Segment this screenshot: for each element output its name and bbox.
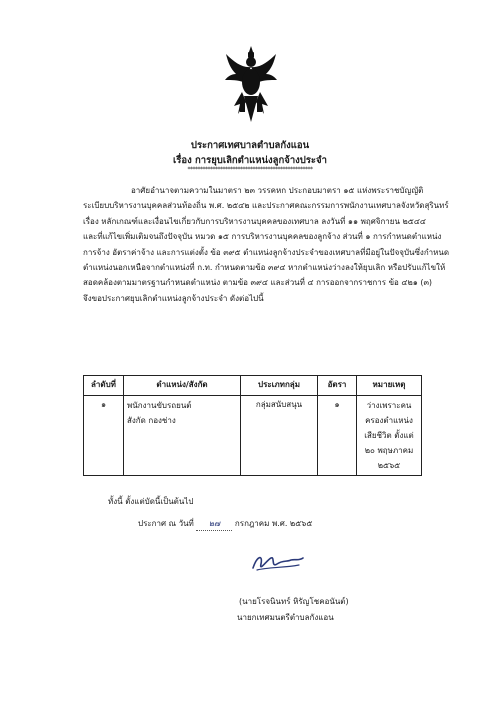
- body-line: และที่แก้ไขเพิ่มเติมจนถึงปัจจุบัน หมวด ๑๕ การบริหารงานบุคคลของลูกจ้าง ส่วนที่ ๑ การกำหนดตำแหน่ง: [83, 232, 442, 242]
- header-no: ลำดับที่: [84, 376, 124, 396]
- cell-position: [124, 396, 241, 476]
- announcement-title: ประกาศเทศบาลตำบลกังแอน: [190, 140, 310, 151]
- body-line: ระเบียบบริหารงานบุคคลส่วนท้องถิ่น พ.ศ. ๒๕๔๒ และประกาศคณะกรรมการพนักงานเทศบาลจังหวัดสุรินทร์: [83, 201, 449, 211]
- given-date-line: [138, 517, 312, 531]
- header-rate: อัตรา: [318, 376, 357, 396]
- announcement-body: [83, 183, 450, 306]
- signature-icon: [247, 550, 307, 576]
- garuda-emblem-icon: [222, 44, 280, 124]
- cell-remark: [357, 396, 422, 476]
- announcement-subject: เรื่อง การยุบเลิกตำแหน่งลูกจ้างประจำ: [173, 155, 327, 166]
- remark-line: ๒๐ พฤษภาคม ๒๕๖๕: [364, 446, 414, 470]
- header-group: ประเภทกลุ่ม: [241, 376, 318, 396]
- position-table: [83, 375, 422, 476]
- signer-name: (นายโรจนินทร์ หิรัญโชคอนันต์): [239, 597, 349, 606]
- body-line: การจ้าง อัตราค่าจ้าง และการแต่งตั้ง ข้อ ๓๙๕ ตำแหน่งลูกจ้างประจำของเทศบาลที่มีอยู่ในปัจจุบันซึ่งกำหนด: [83, 247, 450, 257]
- cell-no: ๑: [84, 396, 124, 476]
- body-line: ตำแหน่งนอกเหนือจากตำแหน่งที่ ก.ท. กำหนดตามข้อ ๓๙๔ หากตำแหน่งว่างลงให้ยุบเลิก หรือปรับแก้ไขให้: [83, 263, 446, 273]
- header-remark: หมายเหตุ: [357, 376, 422, 396]
- given-day-handwritten: ๒๗: [196, 517, 232, 531]
- table-header-row: [84, 376, 422, 396]
- signer-title: นายกเทศมนตรีตำบลกังแอน: [237, 613, 334, 622]
- body-line: สอดคล้องตามมาตรฐานกำหนดตำแหน่ง ตามข้อ ๓๙๔ และส่วนที่ ๔ การออกจากราชการ ข้อ ๔๒๑ (๓): [83, 278, 433, 288]
- given-prefix: ประกาศ ณ วันที่: [138, 519, 194, 528]
- given-suffix: กรกฎาคม พ.ศ. ๒๕๖๕: [234, 519, 313, 528]
- effective-statement: ทั้งนี้ ตั้งแต่บัดนี้เป็นต้นไป: [108, 497, 194, 506]
- cell-rate: ๑: [318, 396, 357, 476]
- body-line: อาศัยอำนาจตามความในมาตรา ๒๓ วรรคหก ประกอบมาตรา ๑๕ แห่งพระราชบัญญัติ: [131, 186, 424, 195]
- body-line: จึงขอประกาศยุบเลิกตำแหน่งลูกจ้างประจำ ดังต่อไปนี้: [83, 293, 264, 303]
- remark-line: เสียชีวิต ตั้งแต่: [364, 431, 414, 440]
- position-affiliation: สังกัด กองช่าง: [127, 416, 176, 425]
- table-row: [84, 396, 422, 476]
- body-line: เรื่อง หลักเกณฑ์และเงื่อนไขเกี่ยวกับการบริหารงานบุคคลของเทศบาล ลงวันที่ ๑๑ พฤศจิกายน ๒๕๔๔: [83, 216, 426, 226]
- header-position: ตำแหน่ง/สังกัด: [124, 376, 241, 396]
- remark-line: ว่างเพราะคนครองตำแหน่ง: [365, 401, 413, 425]
- position-name: พนักงานขับรถยนต์: [127, 401, 192, 410]
- separator-line: **************************************************: [187, 166, 313, 173]
- cell-group: กลุ่มสนับสนุน: [241, 396, 318, 476]
